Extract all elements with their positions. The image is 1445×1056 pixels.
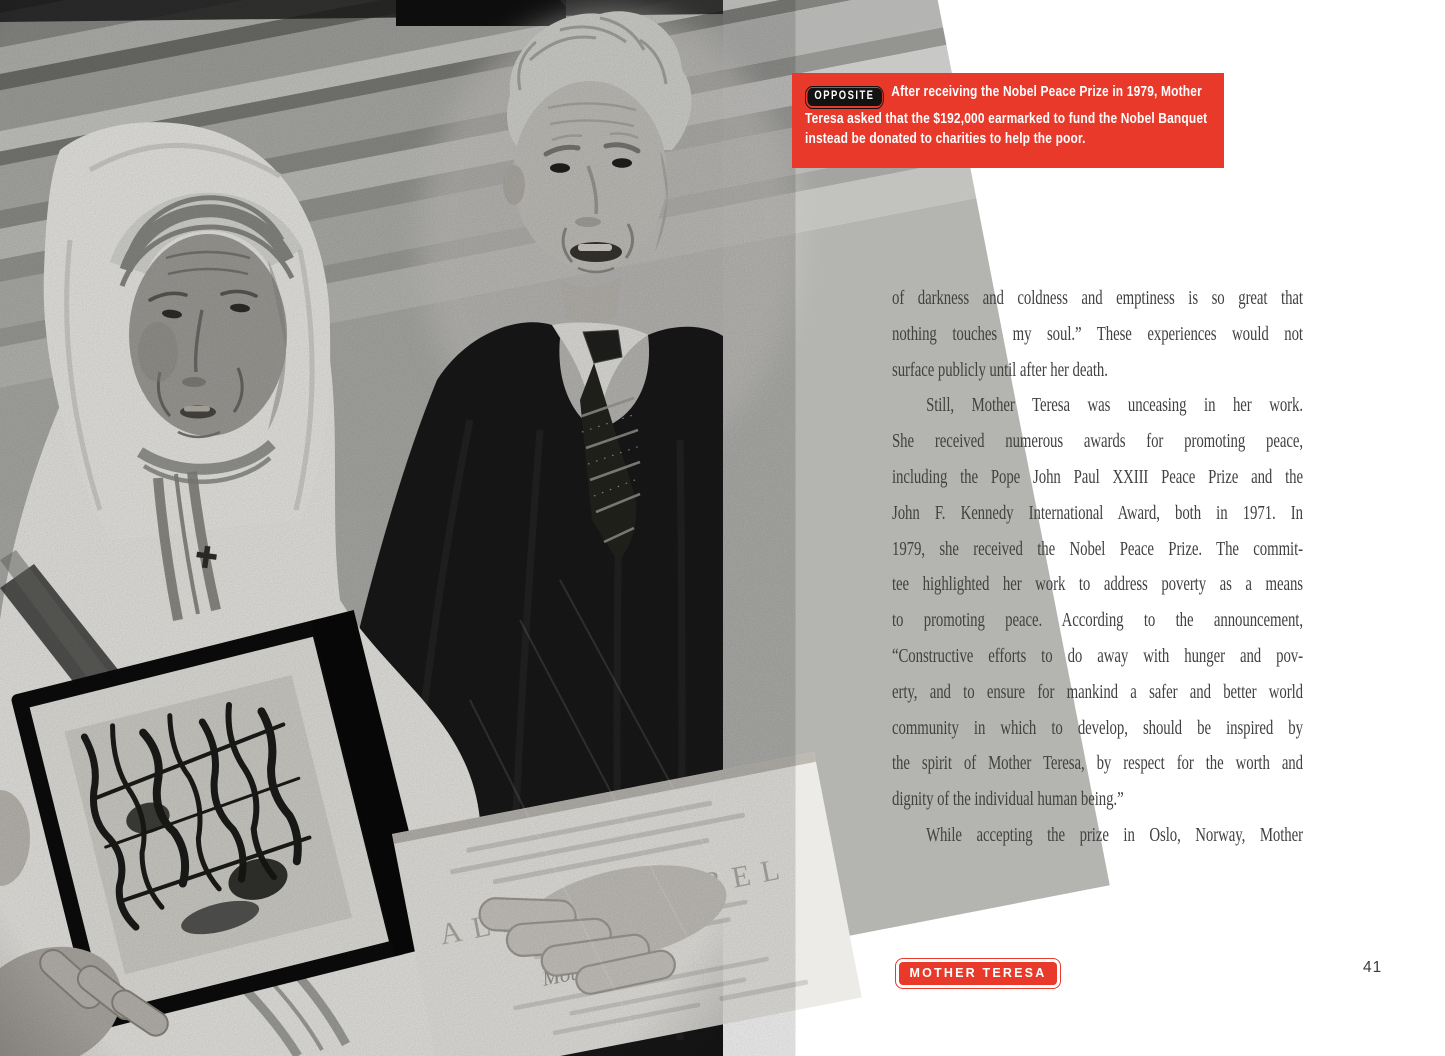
body-line: tee highlighted her work to address poverty as a means xyxy=(892,573,1303,596)
body-text-column xyxy=(892,287,1304,860)
opposite-badge xyxy=(805,86,884,109)
photo-caption-box xyxy=(792,73,1224,168)
series-badge-label: MOTHER TERESA xyxy=(899,962,1058,986)
body-line: She received numerous awards for promoting peace, xyxy=(892,430,1303,453)
photo-caption xyxy=(805,82,1208,149)
body-line: John F. Kennedy International Award, both in 1971. In xyxy=(892,501,1303,524)
body-line: the spirit of Mother Teresa, by respect for the worth and xyxy=(892,752,1303,775)
body-line: community in which to develop, should be inspired by xyxy=(892,716,1303,739)
body-line: including the Pope John Paul XXIII Peace Prize and the xyxy=(892,465,1303,488)
body-line: Still, Mother Teresa was unceasing in her work. xyxy=(926,394,1303,417)
page-number: 41 xyxy=(1363,959,1383,976)
body-line: erty, and to ensure for mankind a safer and better world xyxy=(892,680,1303,703)
body-line: of darkness and coldness and emptiness is so great that xyxy=(892,287,1303,309)
series-badge xyxy=(895,958,1061,989)
body-line: “Constructive efforts to do away with hunger and pov- xyxy=(892,644,1303,667)
body-line: to promoting peace. According to the announcement, xyxy=(892,609,1303,632)
body-line: dignity of the individual human being.” xyxy=(892,788,1124,811)
opposite-badge-label: OPPOSITE xyxy=(807,88,882,106)
body-line: nothing touches my soul.” These experiences would not xyxy=(892,322,1303,345)
caption-text: After receiving the Nobel Peace Prize in 1979, Mother Teresa asked that the $192,000 earmarked to fund the Nobel Banquet instead be donated to charities to help the poor. xyxy=(805,84,1208,147)
body-line: surface publicly until after her death. xyxy=(892,358,1108,381)
body-line: 1979, she received the Nobel Peace Prize. The commit- xyxy=(892,537,1303,560)
body-line: While accepting the prize in Oslo, Norway, Mother xyxy=(926,823,1303,846)
